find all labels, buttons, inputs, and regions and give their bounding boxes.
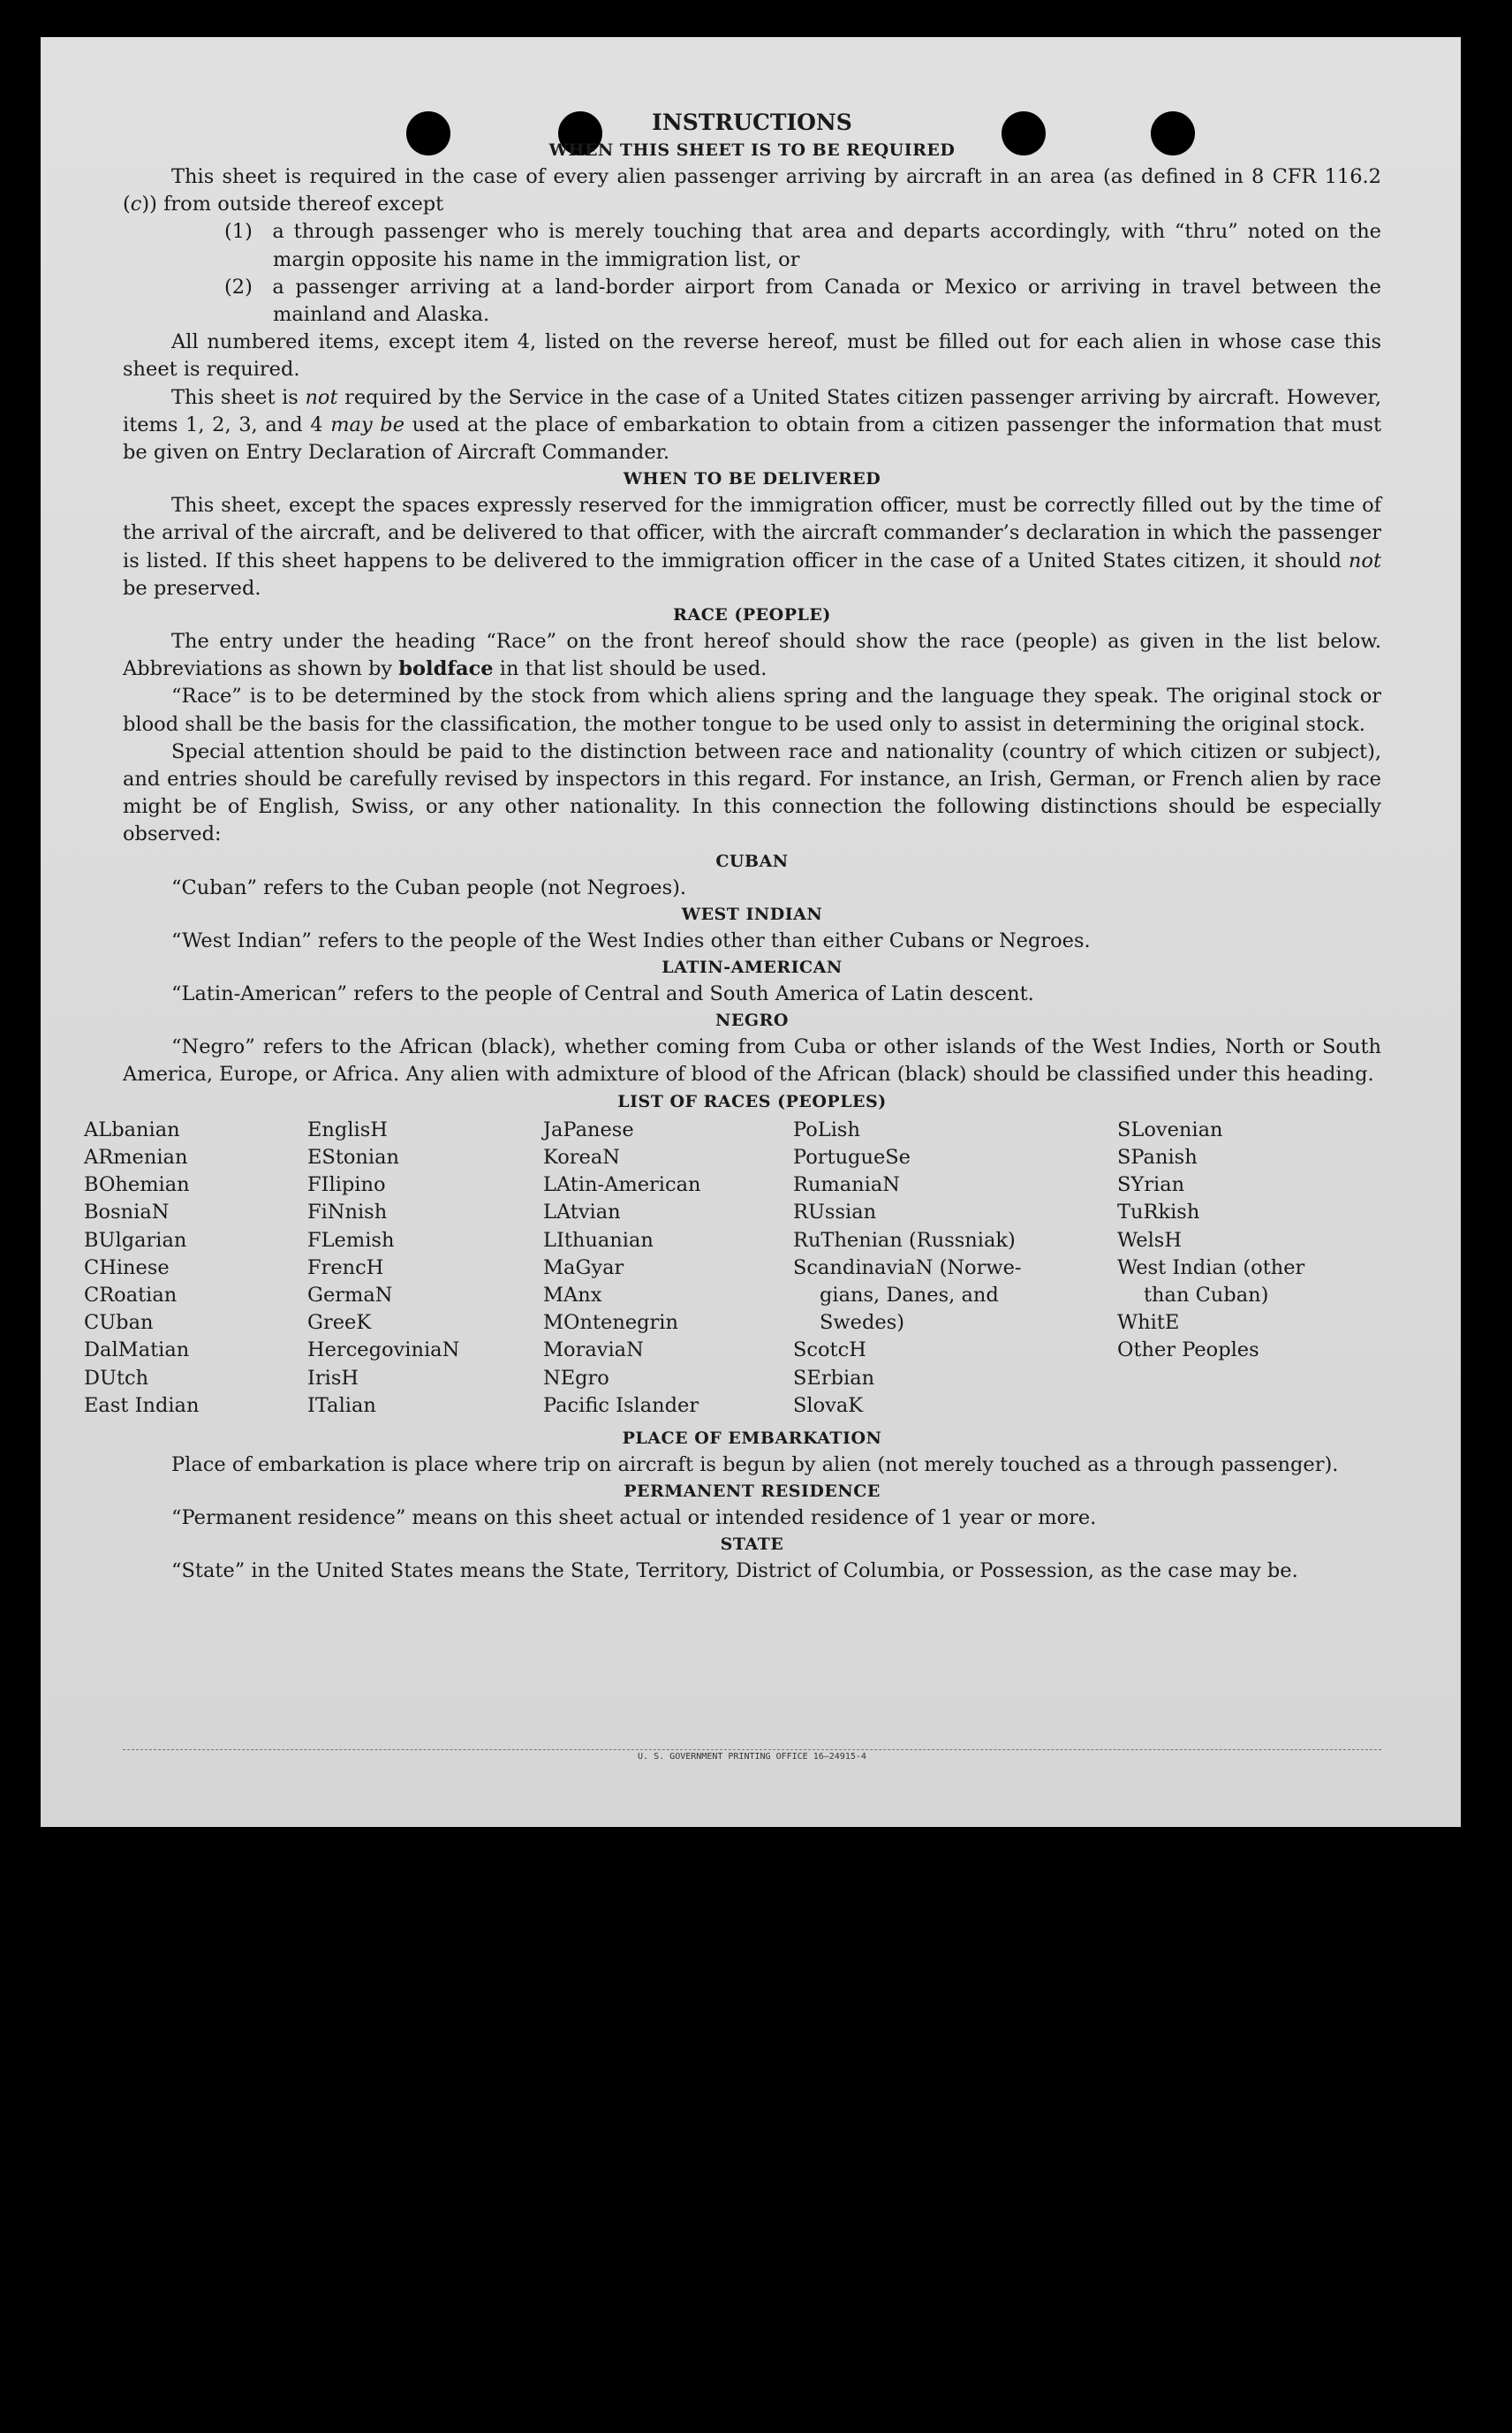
- race-entry: FLemish: [307, 1228, 395, 1252]
- text-run: (1) a through passenger who is merely touching that area and departs accordingly, with “thru” noted on the margin opposite his name in the immigration list, or: [224, 220, 1381, 271]
- race-entry: WhitE: [1117, 1311, 1180, 1335]
- race-entry: HercegoviniaN: [307, 1338, 460, 1362]
- race-entry: NEgro: [543, 1366, 609, 1390]
- paragraph: [123, 628, 1381, 683]
- text-run: The entry under the heading “Race” on the front hereof should show the race (people) as given in the list below. Abbreviations as shown by: [123, 630, 1381, 681]
- text-run: c: [130, 193, 142, 216]
- race-entry: Other Peoples: [1117, 1338, 1259, 1362]
- paragraph: [123, 218, 1381, 273]
- race-entry: LIthuanian: [543, 1228, 654, 1252]
- paragraph: [123, 163, 1381, 218]
- race-entry: DUtch: [84, 1366, 149, 1390]
- text-run: “Latin-American” refers to the people of Central and South America of Latin descent.: [171, 982, 1034, 1006]
- paragraph: [123, 1034, 1381, 1088]
- text-run: not: [305, 385, 338, 409]
- race-entry: BosniaN: [84, 1201, 170, 1224]
- text-run: “Permanent residence” means on this sheet actual or intended residence of 1 year or more.: [171, 1505, 1097, 1529]
- text-run: All numbered items, except item 4, listed on the reverse hereof, must be filled out for each alien in whose case this sheet is required.: [123, 330, 1381, 382]
- race-entry: FiNnish: [307, 1201, 388, 1224]
- text-run: used at the place of embarkation to obtain from a citizen passenger the information that must be given on Entry Declaration of Aircraft Commander.: [123, 413, 1381, 465]
- race-entry: RUssian: [793, 1201, 877, 1224]
- paragraph: [123, 274, 1381, 329]
- text-run: not: [1348, 549, 1381, 572]
- race-entry: CRoatian: [84, 1283, 178, 1307]
- race-entry: EStonian: [307, 1145, 400, 1169]
- race-entry: IrisH: [307, 1366, 359, 1390]
- paragraph: [123, 329, 1381, 383]
- text-run: “State” in the United States means the State, Territory, District of Columbia, or Possession, as the case may be.: [171, 1559, 1298, 1583]
- text-run: This sheet, except the spaces expressly reserved for the immigration officer, must be correctly filled out by the time of the arrival of the aircraft, and be delivered to that officer, with the aircraft commander’s declaration in which the passenger is listed. If this sheet happens to be delivered to the immigration officer in the case of a United States citizen, it should: [123, 494, 1381, 572]
- sections-before-list: [123, 138, 1381, 1089]
- paragraph: [123, 384, 1381, 467]
- race-list-heading: LIST OF RACES (PEOPLES): [617, 1091, 887, 1111]
- race-entry: GermaN: [307, 1283, 393, 1307]
- instructions-body: [84, 108, 1381, 1585]
- section-heading: STATE: [720, 1535, 784, 1555]
- text-run: (2) a passenger arriving at a land-border airport from Canada or Mexico or arriving in travel between the mainland and Alaska.: [224, 275, 1381, 327]
- paragraph: [123, 683, 1381, 738]
- section-heading: WHEN TO BE DELIVERED: [623, 469, 881, 489]
- race-entry: CUban: [84, 1311, 154, 1335]
- race-column: [307, 1117, 459, 1420]
- race-entry: SLovenian: [1117, 1118, 1223, 1141]
- race-entry: ALbanian: [84, 1118, 180, 1141]
- race-entry: than Cuban): [1144, 1283, 1269, 1307]
- text-run: boldface: [398, 657, 494, 681]
- race-entry: ARmenian: [84, 1145, 188, 1169]
- race-column: [84, 1117, 199, 1420]
- text-run: )) from outside thereof except: [141, 193, 444, 216]
- printing-office-footer: U. S. GOVERNMENT PRINTING OFFICE 16—24915-4: [123, 1749, 1381, 1762]
- section-heading: NEGRO: [715, 1011, 789, 1031]
- text-run: Place of embarkation is place where trip on aircraft is begun by alien (not merely touched as a through passenger).: [171, 1452, 1339, 1476]
- race-entry: BUlgarian: [84, 1228, 187, 1252]
- race-entry: East Indian: [84, 1393, 200, 1417]
- race-entry: RuThenian (Russniak): [793, 1228, 1016, 1252]
- paragraph: [123, 739, 1381, 849]
- race-entry: FrencH: [307, 1255, 384, 1279]
- section-heading: RACE (PEOPLE): [673, 605, 831, 625]
- race-entry: ScotcH: [793, 1338, 866, 1362]
- text-run: Special attention should be paid to the distinction between race and nationality (country of which citizen or subject), and entries should be carefully revised by inspectors in this regard. For instance, an Irish, German, or French alien by race might be of English, Swiss, or any other nationality. In this connection the following distinctions should be especially observed:: [123, 739, 1381, 846]
- race-entry: West Indian (other: [1117, 1255, 1305, 1279]
- race-entry: MAnx: [543, 1283, 602, 1307]
- race-entry: ITalian: [307, 1393, 376, 1417]
- race-entry: MoraviaN: [543, 1338, 644, 1362]
- race-list: [84, 1117, 1381, 1426]
- race-entry: SYrian: [1117, 1173, 1185, 1197]
- race-entry: SErbian: [793, 1366, 875, 1390]
- paragraph: [123, 981, 1381, 1008]
- text-run: This sheet is: [171, 385, 306, 409]
- race-entry: gians, Danes, and: [820, 1283, 999, 1307]
- race-column: [793, 1117, 1022, 1420]
- race-entry: MOntenegrin: [543, 1311, 678, 1335]
- section-heading: WEST INDIAN: [681, 904, 823, 924]
- paragraph: [123, 1451, 1381, 1479]
- race-entry: LAtvian: [543, 1201, 621, 1224]
- race-entry: BOhemian: [84, 1173, 190, 1197]
- text-run: “West Indian” refers to the people of the West Indies other than either Cubans or Negroes.: [171, 928, 1091, 952]
- text-run: This sheet is required in the case of every alien passenger arriving by aircraft in an area (as defined in 8 CFR 116.2 (: [123, 165, 1381, 216]
- section-heading: CUBAN: [715, 851, 789, 871]
- race-entry: EnglisH: [307, 1118, 388, 1141]
- race-entry: PoLish: [793, 1118, 860, 1141]
- section-heading: WHEN THIS SHEET IS TO BE REQUIRED: [548, 140, 956, 160]
- race-entry: ScandinaviaN (Norwe-: [793, 1255, 1022, 1279]
- text-run: in that list should be used.: [493, 657, 767, 681]
- race-entry: PortugueSe: [793, 1145, 911, 1169]
- race-entry: JaPanese: [543, 1118, 634, 1141]
- race-entry: KoreaN: [543, 1145, 620, 1169]
- paragraph: [123, 875, 1381, 902]
- sections-after-list: [123, 1426, 1381, 1586]
- race-entry: GreeK: [307, 1311, 372, 1335]
- race-entry: RumaniaN: [793, 1173, 900, 1197]
- text-run: “Cuban” refers to the Cuban people (not Negroes).: [171, 875, 687, 899]
- text-run: may be: [330, 413, 405, 436]
- text-run: required by the Service in the case of a United States citizen passenger arriving by aircraft. However, items 1, 2, 3, and 4: [123, 385, 1381, 436]
- race-entry: SPanish: [1117, 1145, 1198, 1169]
- race-entry: DalMatian: [84, 1338, 190, 1362]
- race-entry: TuRkish: [1117, 1201, 1200, 1224]
- paragraph: [123, 928, 1381, 955]
- paragraph: [123, 492, 1381, 603]
- section-heading: LATIN-AMERICAN: [662, 958, 843, 978]
- paragraph: [123, 1558, 1381, 1585]
- text-run: “Race” is to be determined by the stock from which aliens spring and the language they speak. The original stock or blood shall be the basis for the classification, the mother tongue to be used only to assist in determining the original stock.: [123, 685, 1381, 736]
- race-entry: LAtin-American: [543, 1173, 701, 1197]
- paragraph: [123, 1505, 1381, 1532]
- text-run: “Negro” refers to the African (black), whether coming from Cuba or other islands of the West Indies, North or South America, Europe, or Africa. Any alien with admixture of blood of the African (black) should be classified under this heading.: [123, 1035, 1381, 1087]
- race-entry: CHinese: [84, 1255, 170, 1279]
- race-entry: MaGyar: [543, 1255, 624, 1279]
- race-entry: Swedes): [820, 1311, 905, 1335]
- text-run: be preserved.: [123, 576, 261, 600]
- document-page: [41, 37, 1461, 1827]
- section-heading: PERMANENT RESIDENCE: [624, 1481, 881, 1501]
- race-column: [543, 1117, 700, 1420]
- race-entry: SlovaK: [793, 1393, 864, 1417]
- race-entry: FIlipino: [307, 1173, 386, 1197]
- race-column: [1117, 1117, 1304, 1365]
- race-entry: Pacific Islander: [543, 1393, 699, 1417]
- race-entry: WelsH: [1117, 1228, 1182, 1252]
- section-heading: PLACE OF EMBARKATION: [622, 1428, 882, 1448]
- page-title: INSTRUCTIONS: [652, 110, 852, 135]
